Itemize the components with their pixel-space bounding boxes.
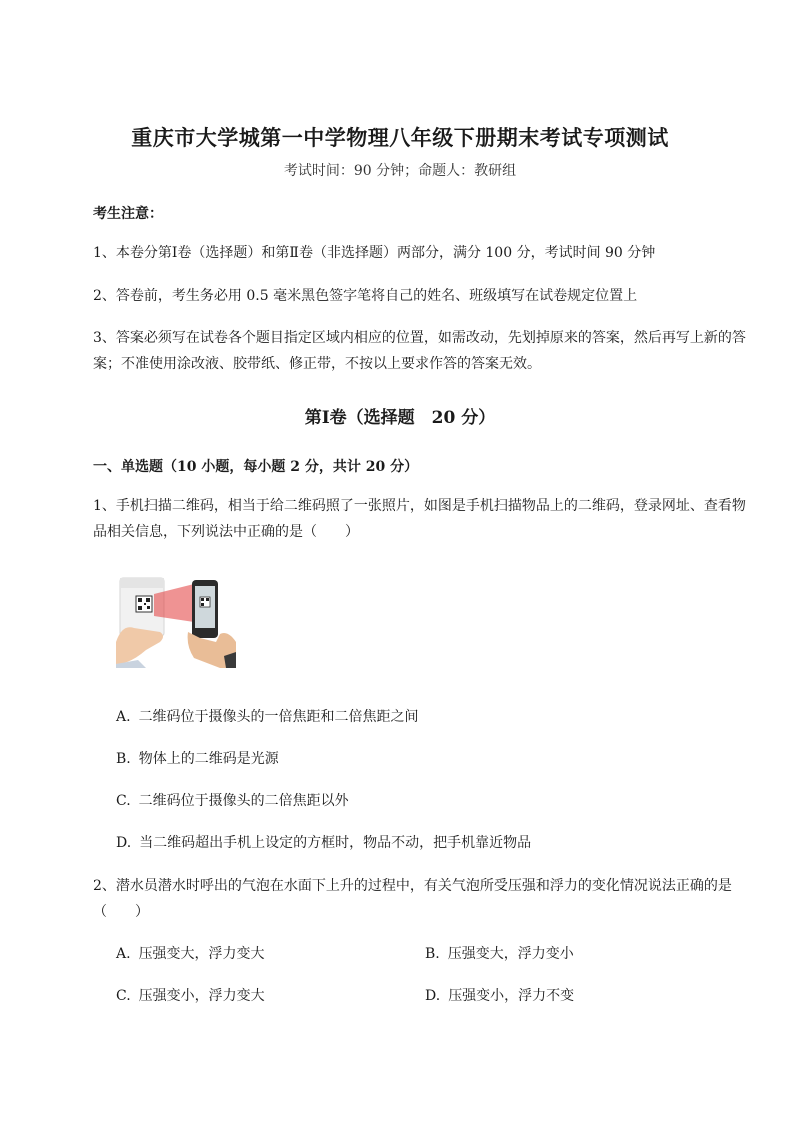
part-heading: 一、单选题（10 小题，每小题 2 分，共计 20 分） [93, 459, 419, 475]
question-stem: 2、潜水员潜水时呼出的气泡在水面下上升的过程中，有关气泡所受压强和浮力的变化情况说法正确的是（ ） [93, 878, 732, 920]
option-1b[interactable] [116, 748, 279, 770]
option-letter: B. [116, 751, 131, 767]
option-text: 二维码位于摄像头的二倍焦距以外 [138, 793, 349, 809]
notice-item: 2、答卷前，考生务必用 0.5 毫米黑色签字笔将自己的姓名、班级填写在试卷规定位置上 [93, 288, 638, 304]
question-stem: 1、手机扫描二维码，相当于给二维码照了一张照片，如图是手机扫描物品上的二维码，登录网址、查看物品相关信息，下列说法中正确的是（ ） [93, 498, 746, 540]
notice-item: 3、答案必须写在试卷各个题目指定区域内相应的位置，如需改动，先划掉原来的答案，然后再写上新的答案；不准使用涂改液、胶带纸、修正带，不按以上要求作答的答案无效。 [93, 330, 746, 372]
notice-heading: 考生注意： [93, 206, 163, 222]
option-letter: D. [425, 988, 441, 1004]
option-text: 压强变大，浮力变小 [447, 946, 574, 962]
option-2a[interactable] [116, 943, 265, 965]
option-letter: D. [116, 835, 132, 851]
option-1c[interactable] [116, 790, 349, 812]
option-text: 物体上的二维码是光源 [138, 751, 279, 767]
option-2b[interactable] [425, 943, 574, 965]
option-letter: A. [116, 709, 131, 725]
option-text: 压强变大，浮力变大 [138, 946, 265, 962]
section-title: 第Ⅰ卷（选择题 20 分） [304, 408, 496, 428]
option-text: 压强变小，浮力变大 [138, 988, 265, 1004]
qr-scan-illustration [116, 572, 236, 668]
option-letter: B. [425, 946, 440, 962]
notice-item: 1、本卷分第Ⅰ卷（选择题）和第Ⅱ卷（非选择题）两部分，满分 100 分，考试时间 90 分钟 [93, 245, 656, 261]
option-2c[interactable] [116, 985, 265, 1007]
option-1d[interactable] [116, 832, 531, 854]
option-text: 当二维码超出手机上设定的方框时，物品不动，把手机靠近物品 [139, 835, 532, 851]
option-text: 压强变小，浮力不变 [448, 988, 575, 1004]
option-1a[interactable] [116, 706, 419, 728]
option-2d[interactable] [425, 985, 574, 1007]
option-letter: C. [116, 793, 131, 809]
exam-subtitle: 考试时间：90 分钟；命题人：教研组 [283, 163, 517, 179]
option-text: 二维码位于摄像头的一倍焦距和二倍焦距之间 [138, 709, 419, 725]
exam-title: 重庆市大学城第一中学物理八年级下册期末考试专项测试 [131, 125, 669, 150]
option-letter: A. [116, 946, 131, 962]
option-letter: C. [116, 988, 131, 1004]
